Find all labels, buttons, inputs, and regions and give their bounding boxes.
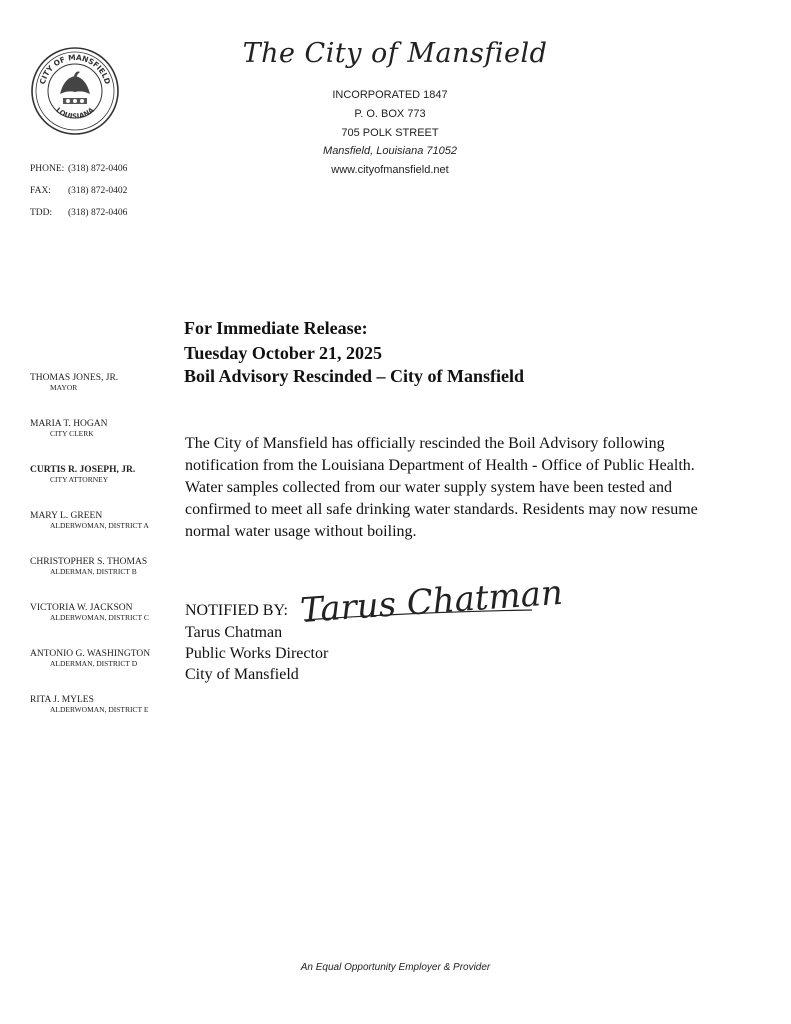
svg-text:CITY OF MANSFIELD: CITY OF MANSFIELD (37, 52, 113, 86)
official-role: ALDERWOMAN, DISTRICT E (50, 705, 149, 714)
official-name: CHRISTOPHER S. THOMAS (30, 557, 148, 567)
official-district-e (30, 695, 148, 714)
fax-label: FAX: (30, 186, 51, 196)
city-state-zip: Mansfield, Louisiana 71052 (323, 145, 457, 157)
phone-label: PHONE: (30, 164, 65, 174)
tdd-label: TDD: (30, 208, 53, 218)
official-name: VICTORIA W. JACKSON (30, 603, 133, 613)
official-city-attorney (30, 465, 135, 484)
official-district-b (30, 557, 147, 576)
fax-number: (318) 872-0402 (68, 186, 128, 196)
website: www.cityofmansfield.net (331, 164, 449, 176)
release-subject: Boil Advisory Rescinded – City of Mansfield (184, 366, 525, 386)
official-name: CURTIS R. JOSEPH, JR. (30, 465, 136, 475)
po-box: P. O. BOX 773 (354, 108, 426, 120)
notified-by-label: NOTIFIED BY: (185, 602, 288, 619)
city-seal-logo (30, 46, 120, 136)
official-name: MARY L. GREEN (30, 511, 103, 521)
official-role: CITY ATTORNEY (50, 475, 109, 484)
release-heading: For Immediate Release: (184, 318, 368, 338)
signer-org: City of Mansfield (185, 666, 299, 683)
footer-text: An Equal Opportunity Employer & Provider (300, 962, 491, 973)
phone-number: (318) 872-0406 (68, 164, 128, 174)
tdd-number: (318) 872-0406 (68, 208, 128, 218)
official-city-clerk (30, 419, 108, 438)
official-district-a (30, 511, 149, 530)
city-title: The City of Mansfield (242, 38, 548, 69)
official-name: THOMAS JONES, JR. (30, 373, 119, 383)
tdd-line (30, 208, 127, 218)
release-date: Tuesday October 21, 2025 (184, 343, 383, 363)
official-mayor (30, 373, 118, 392)
street-address: 705 POLK STREET (341, 127, 439, 139)
official-role: ALDERMAN, DISTRICT B (50, 567, 137, 576)
svg-text:Tarus Chatman: Tarus Chatman (298, 572, 565, 632)
official-role: CITY CLERK (50, 429, 94, 438)
phone-line (30, 164, 127, 174)
svg-text:LOUISIANA: LOUISIANA (54, 106, 96, 121)
signer-title: Public Works Director (185, 645, 329, 662)
official-name: ANTONIO G. WASHINGTON (30, 649, 151, 659)
signer-name: Tarus Chatman (185, 624, 283, 641)
official-name: RITA J. MYLES (30, 695, 94, 705)
handwritten-signature (296, 552, 565, 632)
incorporated: INCORPORATED 1847 (332, 89, 448, 101)
fax-line (30, 186, 127, 196)
official-role: ALDERWOMAN, DISTRICT A (50, 521, 149, 530)
official-role: ALDERWOMAN, DISTRICT C (50, 613, 149, 622)
official-name: MARIA T. HOGAN (30, 419, 108, 429)
release-body: The City of Mansfield has officially rescinded the Boil Advisory following notification from the Louisiana Department of Health - Office of Public Health. Water samples collected from our water supply system have been tested and confirmed to meet all safe drinking water standards. Residents may now resume normal water usage without boiling. (185, 435, 698, 540)
official-district-d (30, 649, 150, 668)
official-role: MAYOR (50, 383, 78, 392)
official-district-c (30, 603, 149, 622)
official-role: ALDERMAN, DISTRICT D (50, 659, 138, 668)
